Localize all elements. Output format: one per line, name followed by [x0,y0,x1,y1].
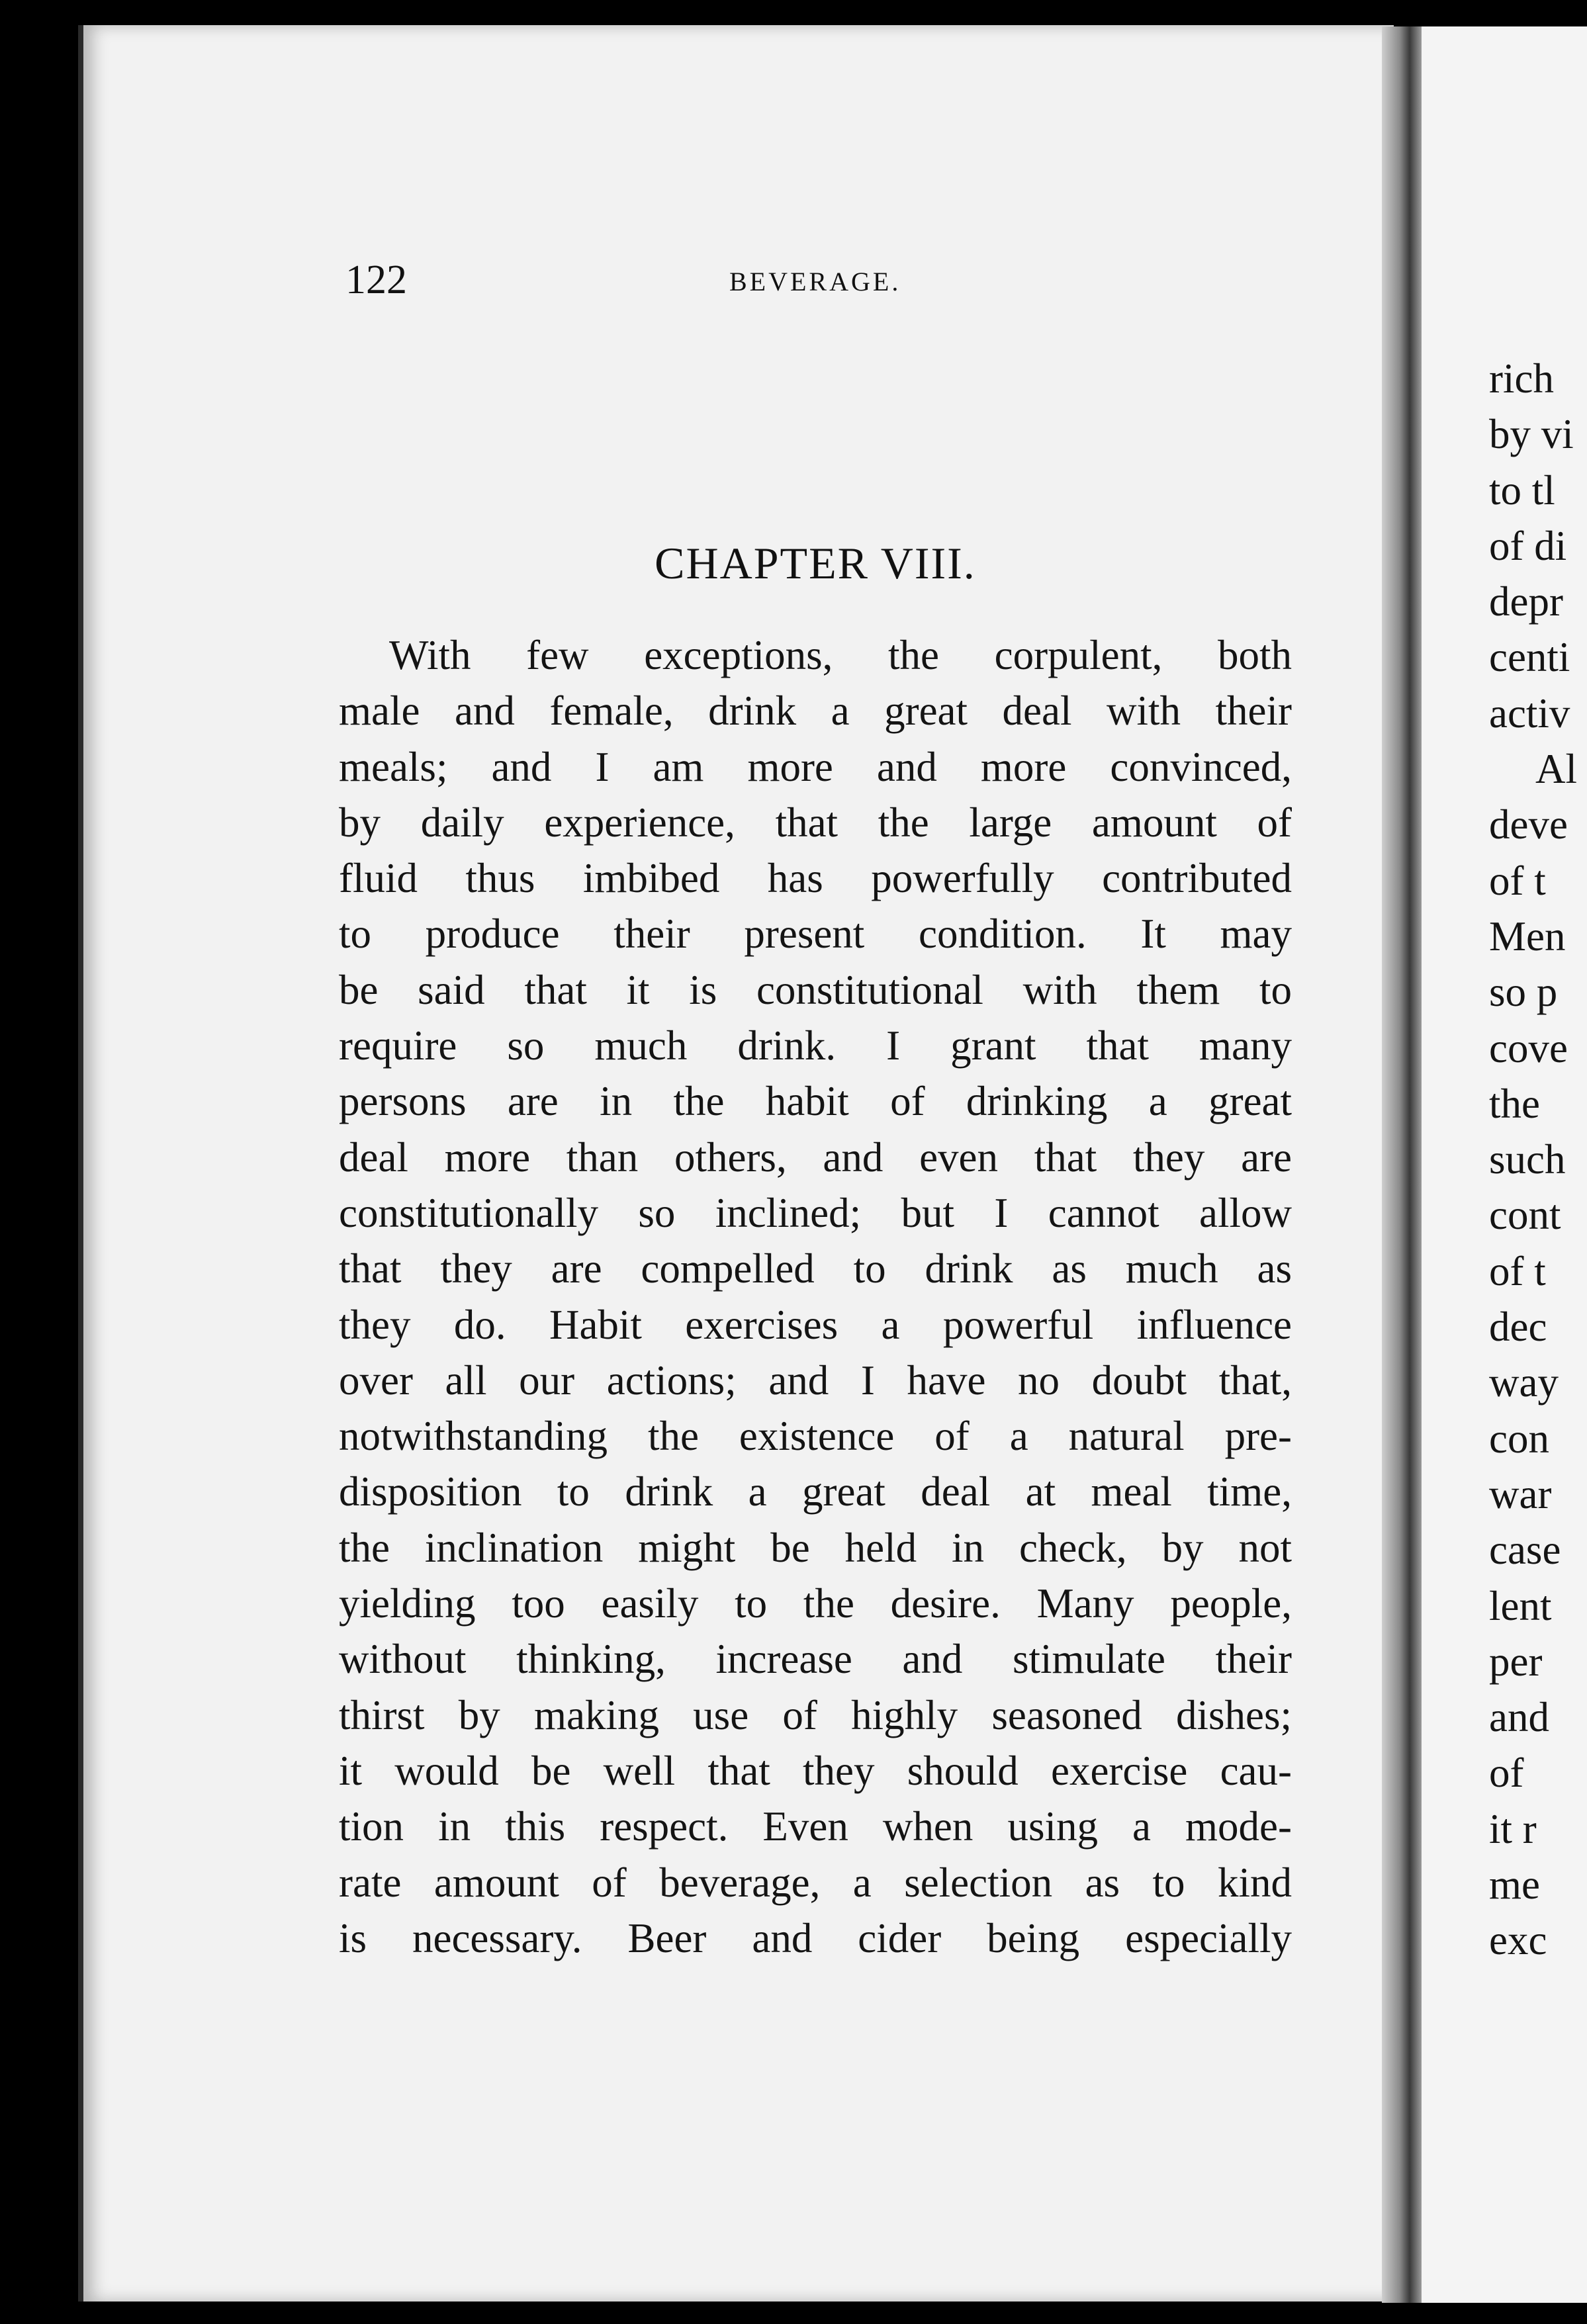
text-line: the inclination might be held in check, by not [339,1524,1292,1571]
facing-text-line: Al [1535,746,1577,793]
text-line: tion in this respect. Even when using a mode- [339,1803,1292,1850]
running-title: BEVERAGE. [729,267,901,296]
text-line: persons are in the habit of drinking a great [339,1078,1292,1125]
book-gutter [1382,26,1422,2303]
facing-text-line: it r [1489,1805,1537,1852]
text-line: require so much drink. I grant that many [339,1022,1292,1069]
facing-page-text [1489,351,1577,1969]
facing-text-line: dec [1489,1304,1547,1351]
text-line: deal more than others, and even that they are [339,1134,1292,1181]
facing-text-line: me [1489,1861,1540,1908]
text-line: notwithstanding the existence of a natural pre- [339,1413,1292,1460]
facing-text-line: cove [1489,1024,1568,1071]
facing-text-line: per [1489,1638,1543,1685]
facing-text-line: such [1489,1136,1566,1183]
text-line: without thinking, increase and stimulate their [339,1636,1292,1683]
facing-text-line: way [1489,1359,1559,1406]
facing-text-line: cont [1489,1192,1561,1239]
facing-text-line: case [1489,1527,1561,1574]
text-line: over all our actions; and I have no doubt that, [339,1357,1292,1404]
text-line: that they are compelled to drink as much as [339,1245,1292,1292]
facing-text-line: war [1489,1470,1552,1517]
facing-text-line: deve [1489,801,1568,848]
facing-text-line: to tl [1489,467,1555,514]
facing-text-line: con [1489,1415,1549,1462]
text-line: to produce their present condition. It may [339,911,1292,958]
text-line: With few exceptions, the corpulent, both [389,632,1292,678]
text-line: be said that it is constitutional with them to [339,966,1292,1013]
facing-text-line: the [1489,1080,1540,1127]
text-line: rate amount of beverage, a selection as to kind [339,1859,1292,1906]
facing-text-line: lent [1489,1582,1552,1629]
facing-text-line: so p [1489,969,1558,1016]
body-text [339,627,1292,1966]
facing-text-line: by vi [1489,411,1574,458]
text-line: yielding too easily to the desire. Many people, [339,1580,1292,1627]
facing-text-line: centi [1489,634,1570,681]
facing-text-line: of [1489,1750,1524,1797]
text-line: is necessary. Beer and cider being especially [339,1914,1292,1961]
text-line: by daily experience, that the large amount of [339,799,1292,846]
text-line: thirst by making use of highly seasoned dishes; [339,1691,1292,1738]
facing-text-line: Men [1489,913,1566,960]
text-line: fluid thus imbibed has powerfully contributed [339,855,1292,902]
chapter-heading: CHAPTER VIII. [655,538,976,588]
text-line: disposition to drink a great deal at meal time, [339,1468,1292,1515]
facing-text-line: of t [1489,857,1546,904]
facing-text-line: exc [1489,1917,1547,1964]
running-head [345,257,1285,303]
text-line: they do. Habit exercises a powerful influence [339,1301,1292,1348]
text-line: constitutionally so inclined; but I cannot allow [339,1189,1292,1236]
text-line: it would be well that they should exercise cau- [339,1747,1292,1794]
facing-text-line: and [1489,1694,1549,1741]
facing-text-line: depr [1489,578,1563,625]
facing-text-line: of t [1489,1247,1546,1294]
facing-text-line: activ [1489,690,1570,737]
facing-text-line: of di [1489,522,1567,569]
facing-text-line: rich [1489,355,1554,402]
text-line: meals; and I am more and more convinced, [339,743,1292,790]
text-line: male and female, drink a great deal with their [339,688,1292,735]
page-number: 122 [345,257,407,302]
